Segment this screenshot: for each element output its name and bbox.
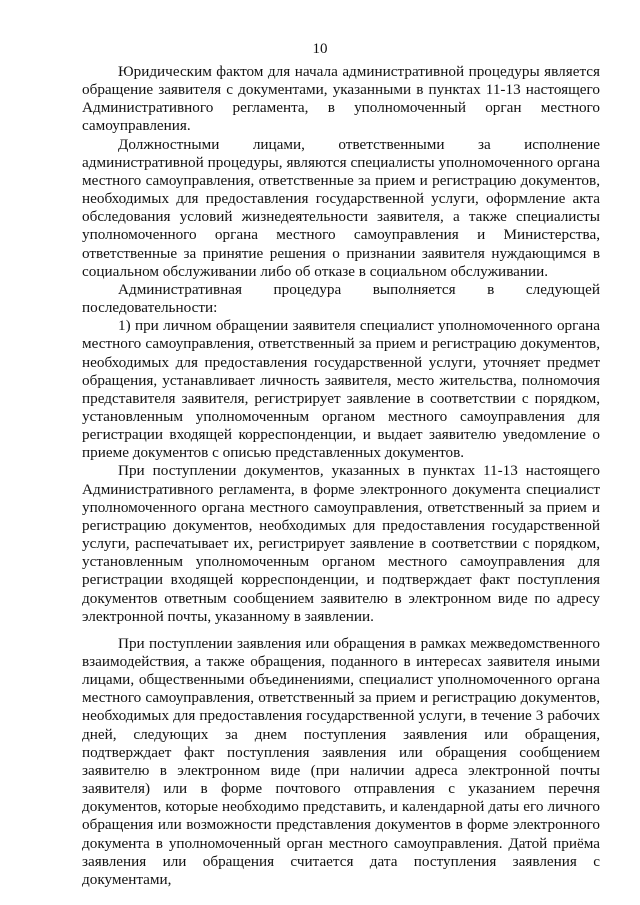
page-number: 10: [312, 41, 328, 57]
paragraph-responsible-officials: Должностными лицами, ответственными за исполнение административной процедуры, являются специалисты уполномоченного органа местного самоуправления, ответственные за прием и регистрацию документов, необходимых для предоставления государственной услуги, оформление акта обследования условий жизнедеятельности заявителя, а также специалисты уполномоченного органа местного самоуправления и Министерства, ответственные за принятие решения о признании заявителя нуждающимся в социальном обслуживании либо об отказе в социальном обслуживании.: [82, 135, 600, 280]
paragraph-interagency-appeal: При поступлении заявления или обращения в рамках межведомственного взаимодействия, а также обращения, поданного в интересах заявителя иными лицами, общественными объединениями, специалист уполномоченного органа местного самоуправления, ответственный за прием и регистрацию документов, необходимых для предоставления государственной услуги, в течение 3 рабочих дней, следующих за днем поступления заявления или обращения, подтверждает факт поступления заявления или обращения сообщением заявителю в электронном виде (при наличии адреса электронной почты заявителя) или в форме почтового отправления с указанием перечня документов, которые необходимо представить, и календарной даты его личного обращения или возможности представления документов в форме электронного документа в уполномоченный орган местного самоуправления. Датой приёма заявления или обращения считается дата поступления заявления с документами,: [82, 634, 600, 888]
paragraph-legal-fact: Юридическим фактом для начала административной процедуры является обращение заявителя с документами, указанными в пунктах 11-13 настоящего Административного регламента, в уполномоченный орган местного самоуправления.: [82, 63, 600, 135]
paragraph-personal-appeal: 1) при личном обращении заявителя специалист уполномоченного органа местного самоуправления, ответственный за прием и регистрацию документов, необходимых для предоставления государственной услуги, уточняет предмет обращения, устанавливает личность заявителя, место жительства, полномочия представителя заявителя, регистрирует заявление в соответствии с порядком, установленным уполномоченным органом местного самоуправления для регистрации входящей корреспонденции, и выдает заявителю уведомление о приеме документов с описью представленных документов.: [82, 317, 600, 462]
paragraph-electronic-documents: При поступлении документов, указанных в пунктах 11-13 настоящего Административного регламента, в форме электронного документа специалист уполномоченного органа местного самоуправления, ответственный за прием и регистрацию документов, необходимых для предоставления государственной услуги, распечатывает их, регистрирует заявление в соответствии с порядком, установленным уполномоченным органом местного самоуправления для регистрации входящей корреспонденции, и подтверждает факт поступления документов ответным сообщением заявителю в электронном виде по адресу электронной почты, указанному в заявлении.: [82, 462, 600, 625]
paragraph-procedure-sequence: Административная процедура выполняется в следующей последовательности:: [82, 280, 600, 317]
document-body: [82, 63, 600, 889]
